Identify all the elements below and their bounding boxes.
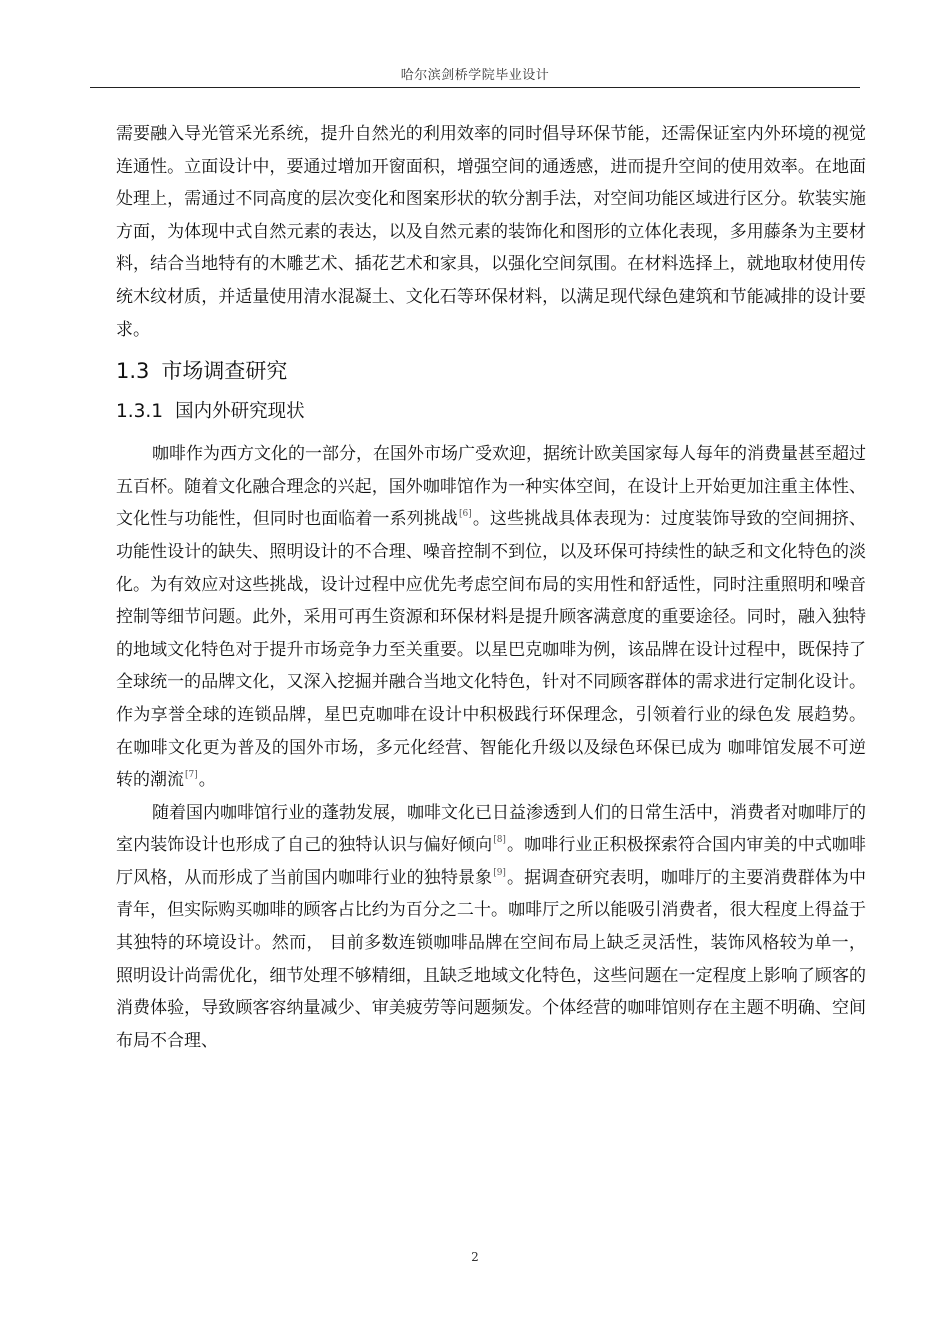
paragraph-text: 咖啡作为西方文化的一部分，在国外市场广受欢迎，据统计欧美国家每人每年的消费量甚至超过五百杯。随着文化融合理念的兴起，国外咖啡馆作为一种实体空间，在设计上开始更加注重主体性、文化性与功能性，但同时也面临着一系列挑战	[116, 444, 866, 530]
citation-reference: [9]	[493, 867, 506, 878]
body-paragraph-2	[116, 797, 866, 1058]
page-header: 哈尔滨剑桥学院毕业设计	[400, 68, 550, 83]
header-divider	[90, 87, 860, 88]
citation-reference: [7]	[185, 770, 198, 781]
paragraph-text: 。据调查研究表明，咖啡厅的主要消费群体为中青年，但实际购买咖啡的顾客占比约为百分之二十。咖啡厅之所以能吸引消费者，很大程度上得益于其独特的环境设计。然而， 目前多数连锁咖啡品牌在空间布局上缺乏灵活性，装饰风格较为单一，照明设计尚需优化，细节处理不够精细，且缺乏地域文化特色，这些问题在一定程度上影响了顾客的消费体验，导致顾客容纳量减少、审美疲劳等问题频发。个体经营的咖啡馆则存在主题不明确、空间布局不合理、	[116, 867, 867, 1051]
subsection-number: 1.3.1	[116, 401, 164, 423]
citation-reference: [6]	[458, 509, 472, 520]
subsection-heading	[116, 392, 866, 432]
page-number: 2	[471, 1250, 479, 1264]
main-content	[116, 118, 866, 1057]
body-paragraph-1	[116, 438, 866, 797]
paragraph-text: 随着国内咖啡馆行业的蓬勃发展，咖啡文化已日益渗透到人们的日常生活中，消费者对咖啡厅的室内装饰设计也形成了自己的独特认识与偏好倾向	[116, 802, 866, 856]
paragraph-text: 。这些挑战具体表现为：过度装饰导致的空间拥挤、功能性设计的缺失、照明设计的不合理、噪音控制不到位，以及环保可持续性的缺乏和文化特色的淡化。为有效应对这些挑战，设计过程中应优先考虑空间布局的实用性和舒适性，同时注重照明和噪音控制等细节问题。此外，采用可再生资源和环保材料是提升顾客满意度的重要途径。同时，融入独特的地域文化特色对于提升市场竞争力至关重要。以星巴克咖啡为例，该品牌在设计过程中，既保持了全球统一的品牌文化，又深入挖掘并融合当地文化特色，针对不同顾客群体的需求进行定制化设计。 作为享誉全球的连锁品牌，星巴克咖啡在设计中积极践行环保理念，引领着行业的绿色发 展趋势。在咖啡文化更为普及的国外市场，多元化经营、智能化升级以及绿色环保已成为 咖啡馆发展不可逆转的潮流	[116, 509, 867, 791]
section-heading	[116, 350, 866, 392]
intro-paragraph: 需要融入导光管采光系统，提升自然光的利用效率的同时倡导环保节能，还需保证室内外环境的视觉连通性。立面设计中，要通过增加开窗面积，增强空间的通透感，进而提升空间的使用效率。在地面处理上，需通过不同高度的层次变化和图案形状的软分割手法，对空间功能区域进行区分。软装实施方面，为体现中式自然元素的表达，以及自然元素的装饰化和图形的立体化表现，多用藤条为主要材料，结合当地特有的木雕艺术、插花艺术和家具，以强化空间氛围。在材料选择上，就地取材使用传统木纹材质，并适量使用清水混凝土、文化石等环保材料，以满足现代绿色建筑和节能减排的设计要求。	[116, 124, 866, 340]
citation-reference: [8]	[493, 835, 506, 846]
subsection-title: 国内外研究现状	[175, 401, 305, 423]
section-number: 1.3	[116, 359, 150, 384]
section-title: 市场调查研究	[161, 359, 288, 384]
paragraph-text: 。咖啡行业正积极探索符合国内审美的中式咖啡厅风格，从而形成了当前国内咖啡行业的独特景象	[116, 835, 867, 888]
paragraph-text: 。	[198, 770, 216, 791]
